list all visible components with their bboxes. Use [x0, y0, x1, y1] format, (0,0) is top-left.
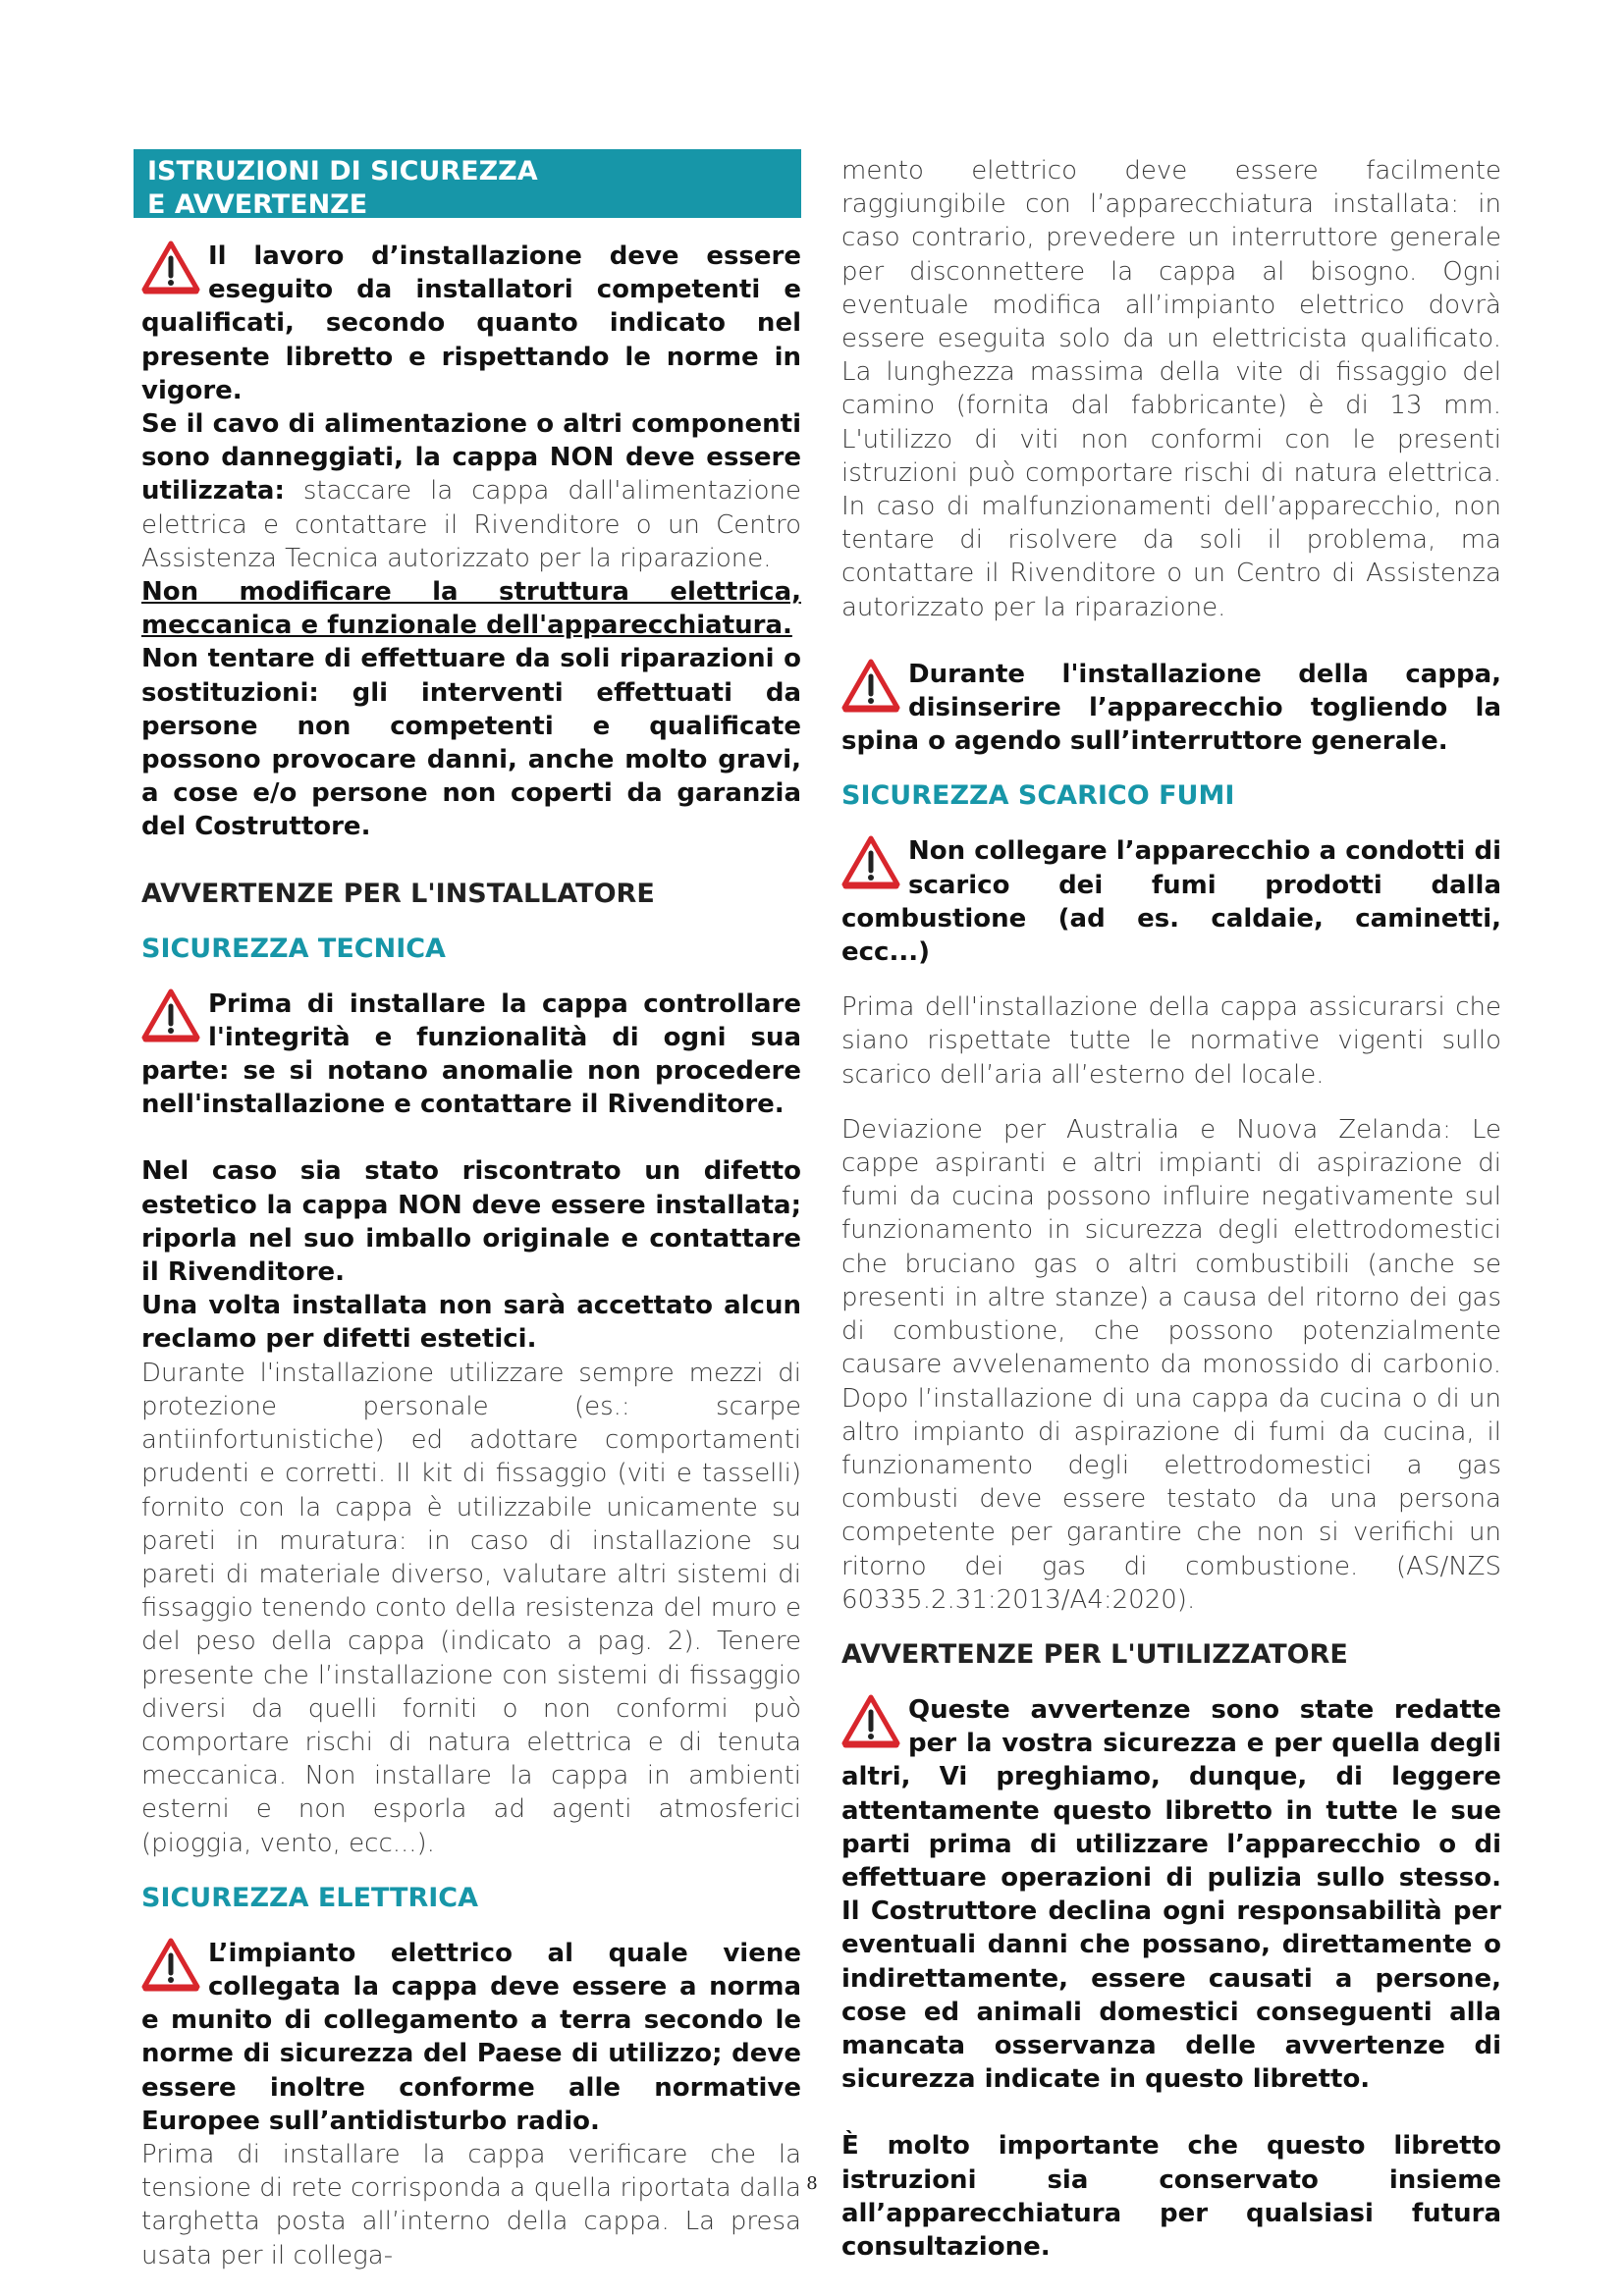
heading-fumes-safety: SICUREZZA SCARICO FUMI: [841, 780, 1235, 812]
banner-line-2: E AVVERTENZE: [147, 189, 368, 220]
warning-triangle-icon: [141, 1937, 200, 1992]
warning-text-repairs: Non tentare di effettuare da soli riparazioni o sostituzioni: gli interventi effettuati da persone non competenti e qualificate possono provocare danni, anche molto gravi, a cose e/o persone non coperti da garanzia del Costruttore.: [141, 644, 801, 842]
left-column: [141, 149, 801, 2272]
warning-triangle-icon: [841, 1693, 900, 1748]
aesthetic-defect-text: Nel caso sia stato riscontrato un difetto estetico la cappa NON deve essere installata; riporla nel suo imballo originale e contattare il Rivenditore.: [141, 1156, 801, 1288]
warning-block-technical: [141, 988, 801, 1122]
body-text-electrical-continued: mento elettrico deve essere facilmente raggiungibile con l’apparecchiatura installata: in caso contrario, prevedere un interruttore generale per disconnettere la cappa al bisogno. Ogni eventuale modifica all’impianto elettrico dovrà essere eseguita solo da un elettricista qualificato. La lunghezza massima della vite di fissaggio del camino (fornita dal fabbricante) è di 13 mm. L'utilizzo di viti non conformi con le presenti istruzioni può comportare rischi di natura elettrica. In caso di malfunzionamenti dell’apparecchio, non tentare di risolvere da soli il problema, ma contattare il Rivenditore o un Centro di Assistenza autorizzato per la riparazione.: [841, 156, 1501, 622]
warning-triangle-icon: [141, 240, 200, 294]
warning-block-general: [141, 240, 801, 844]
warning-block-fumes: [841, 834, 1501, 969]
warning-block-electrical: [141, 1937, 801, 2138]
title-banner: [134, 149, 801, 218]
body-text: staccare la cappa dall'alimentazione elettrica e contattare il Rivenditore o un Centro Assistenza Tecnica autorizzato per la riparazione.: [141, 476, 801, 573]
warning-triangle-icon: [141, 988, 200, 1042]
warning-text: Prima di installare la cappa controllare l'integrità e funzionalità di ogni sua parte: se si notano anomalie non procedere nell'installazione e contattare il Rivenditore.: [141, 988, 801, 1120]
keep-manual-text: È molto importante che questo libretto istruzioni sia conservato insieme all’apparecchiatura per qualsiasi futura consultazione.: [841, 2131, 1501, 2262]
no-claims-text: Una volta installata non sarà accettato alcun reclamo per difetti estetici.: [141, 1291, 801, 1355]
body-text-australia: Deviazione per Australia e Nuova Zelanda: Le cappe aspiranti e altri impianti di aspirazione di fumi da cucina possono influire negativamente sul funzionamento in sicurezza degli elettrodomestici che bruciano gas o altri combustibili (anche se presenti in altre stanze) a causa del ritorno dei gas di combustione, che possono potenzialmente causare avvelenamento da monossido di carbonio. Dopo l’installazione di una cappa da cucina o di un altro impianto di aspirazione di fumi da cucina, il funzionamento degli elettrodomestici a gas combusti deve essere testato da una persona competente per garantire che non si verifichi un ritorno dei gas di combustione. (AS/NZS 60335.2.31:2013/A4:2020).: [841, 1114, 1501, 1615]
page-number: 8: [806, 2173, 818, 2194]
heading-electrical-safety: SICUREZZA ELETTRICA: [141, 1882, 479, 1913]
warning-text: Non collegare l’apparecchio a condotti di scarico dei fumi prodotti dalla combustione (ad es. caldaie, caminetti, ecc...): [841, 836, 1501, 968]
warning-text: Queste avvertenze sono state redatte per la vostra sicurezza e per quella degli altri, Vi preghiamo, dunque, di leggere attentamente questo libretto in tutte le sue parti prima di utilizzare l’apparecchio o di effettuare operazioni di pulizia sullo stesso. Il Costruttore declina ogni responsabilità per eventuali danni che possano, direttamente o indirettamente, essere causati a persone, cose ed animali domestici conseguenti alla mancata osservanza delle avvertenze di sicurezza indicate in questo libretto.: [841, 1694, 1501, 2095]
warning-triangle-icon: [841, 658, 900, 713]
warning-text: L’impianto elettrico al quale viene collegata la cappa deve essere a norma e munito di collegamento a terra secondo le norme di sicurezza del Paese di utilizzo; deve essere inoltre conforme alle normative Europee sull’antidisturbo radio.: [141, 1938, 801, 2136]
right-column: [841, 154, 1501, 2264]
body-text-installation: Durante l'installazione utilizzare sempre mezzi di protezione personale (es.: scarpe antiinfortunistiche) ed adottare comportamenti prudenti e corretti. Il kit di fissaggio (viti e tasselli) fornito con la cappa è utilizzabile unicamente su pareti in muratura: in caso di installazione su pareti di materiale diverso, valutare altri sistemi di fissaggio tenendo conto della resistenza del muro e del peso della cappa (indicato a pag. 2). Tenere presente che l’installazione con sistemi di fissaggio diversi da quelli forniti o non conformi può comportare rischi di natura elettrica e di tenuta meccanica. Non installare la cappa in ambienti esterni e non esporla ad agenti atmosferici (pioggia, vento, ecc...).: [141, 1358, 801, 1858]
warning-text-underlined: Non modificare la struttura elettrica, meccanica e funzionale dell'apparecchiatura.: [141, 577, 801, 641]
heading-user: AVVERTENZE PER L'UTILIZZATORE: [841, 1638, 1348, 1670]
warning-triangle-icon: [841, 834, 900, 889]
warning-block-disconnect: [841, 658, 1501, 759]
warning-text-cable: Se il cavo di alimentazione o altri componenti sono danneggiati, la cappa NON deve essere utilizzata:: [141, 409, 801, 507]
banner-line-1: ISTRUZIONI DI SICUREZZA: [147, 156, 538, 187]
warning-text: Il lavoro d’installazione deve essere eseguito da installatori competenti e qualificati, secondo quanto indicato nel presente libretto e rispettando le norme in vigore.: [141, 241, 801, 405]
heading-technical-safety: SICUREZZA TECNICA: [141, 933, 446, 964]
body-text-air-exhaust: Prima dell'installazione della cappa assicurarsi che siano rispettate tutte le normative vigenti sullo scarico dell’aria all’esterno del locale.: [841, 992, 1501, 1090]
heading-installer: AVVERTENZE PER L'INSTALLATORE: [141, 878, 655, 909]
warning-text: Durante l'installazione della cappa, disinserire l’apparecchio togliendo la spina o agendo sull’interruttore generale.: [841, 659, 1501, 757]
warning-block-user: [841, 1693, 1501, 2096]
body-text-voltage: Prima di installare la cappa verificare che la tensione di rete corrisponda a quella riportata dalla targhetta posta all’interno della cappa. La presa usata per il collega-: [141, 2139, 801, 2270]
